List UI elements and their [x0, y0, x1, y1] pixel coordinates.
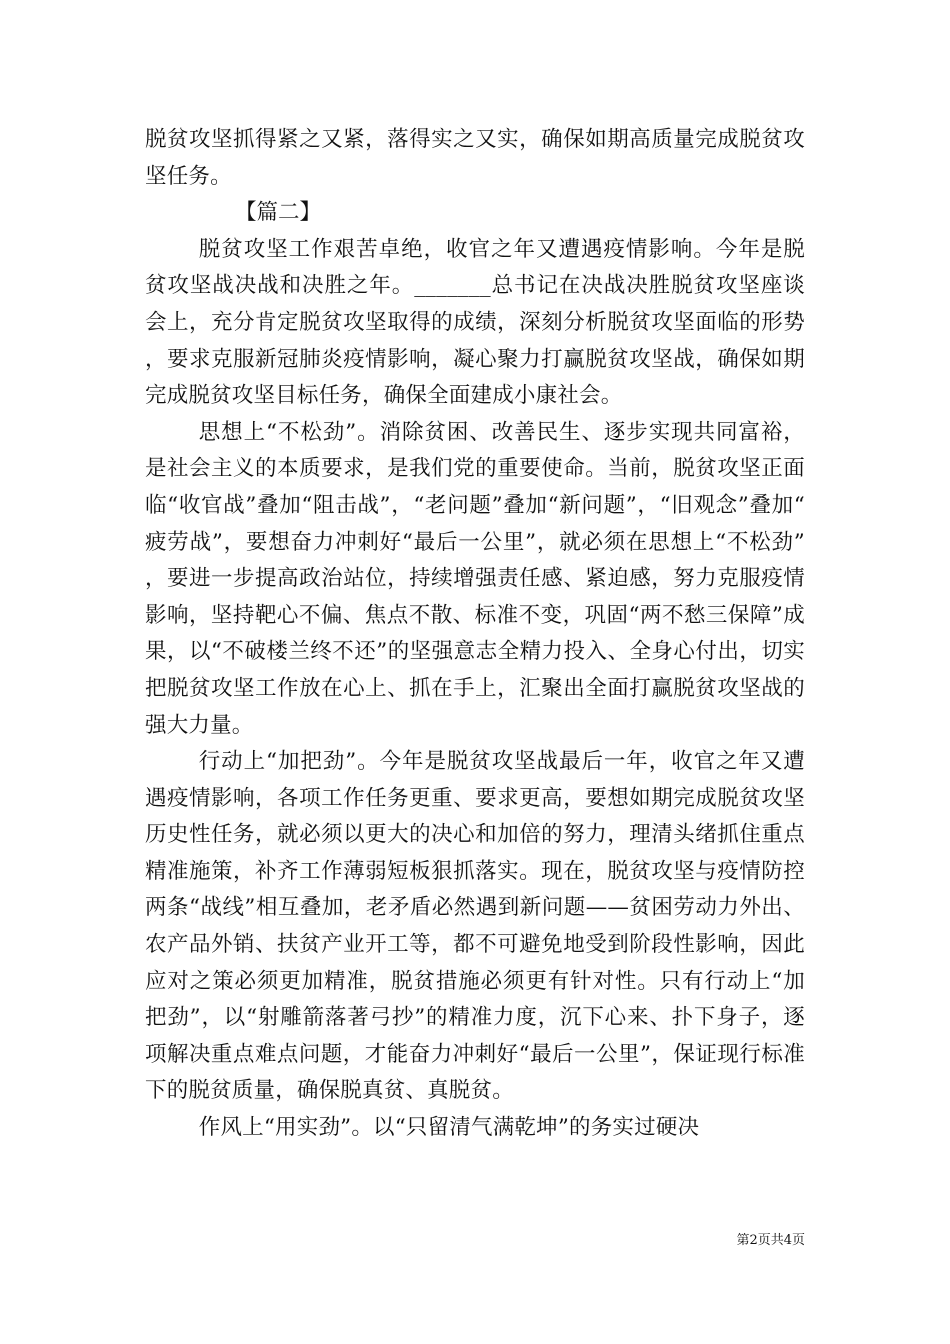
page-number-footer: 第2页共4页 [736, 1233, 805, 1248]
document-body [145, 122, 805, 1147]
paragraph-continuation: 脱贫攻坚抓得紧之又紧，落得实之又实，确保如期高质量完成脱贫攻坚任务。 [145, 127, 805, 189]
paragraph-action: 行动上“加把劲”。今年是脱贫攻坚战最后一年，收官之年又遭遇疫情影响，各项工作任务更重、要求更高，要想如期完成脱贫攻坚历史性任务，就必须以更大的决心和加倍的努力，理清头绪抓住重点精准施策，补齐工作薄弱短板狠抓落实。现在，脱贫攻坚与疫情防控两条“战线”相互叠加，老矛盾必然遇到新问题——贫困劳动力外出、农产品外销、扶贫产业开工等，都不可避免地受到阶段性影响，因此应对之策必须更加精准，脱贫措施必须更有针对性。只有行动上“加把劲”，以“射雕箭落著弓抄”的精准力度，沉下心来、扑下身子，逐项解决重点难点问题，才能奋力冲刺好“最后一公里”，保证现行标准下的脱贫质量，确保脱真贫、真脱贫。 [145, 749, 805, 1104]
section-heading: 【篇二】 [235, 200, 322, 226]
paragraph-style: 作风上“用实劲”。以“只留清气满乾坤”的务实过硬决 [198, 1115, 700, 1141]
paragraph-thought: 思想上“不松劲”。消除贫困、改善民生、逐步实现共同富裕，是社会主义的本质要求，是我们党的重要使命。当前，脱贫攻坚正面临“收官战”叠加“阻击战”，“老问题”叠加“新问题”，“旧观念”叠加“疲劳战”，要想奋力冲刺好“最后一公里”，就必须在思想上“不松劲”，要进一步提高政治站位，持续增强责任感、紧迫感，努力克服疫情影响，坚持靶心不偏、焦点不散、标准不变，巩固“两不愁三保障”成果，以“不破楼兰终不还”的坚强意志全精力投入、全身心付出，切实把脱贫攻坚工作放在心上、抓在手上，汇聚出全面打赢脱贫攻坚战的强大力量。 [145, 419, 805, 738]
paragraph-intro: 脱贫攻坚工作艰苦卓绝，收官之年又遭遇疫情影响。今年是脱贫攻坚战决战和决胜之年。_______总书记在决战决胜脱贫攻坚座谈会上，充分肯定脱贫攻坚取得的成绩，深刻分析脱贫攻坚面临的形势，要求克服新冠肺炎疫情影响，凝心聚力打赢脱贫攻坚战，确保如期完成脱贫攻坚目标任务，确保全面建成小康社会。 [145, 236, 805, 409]
